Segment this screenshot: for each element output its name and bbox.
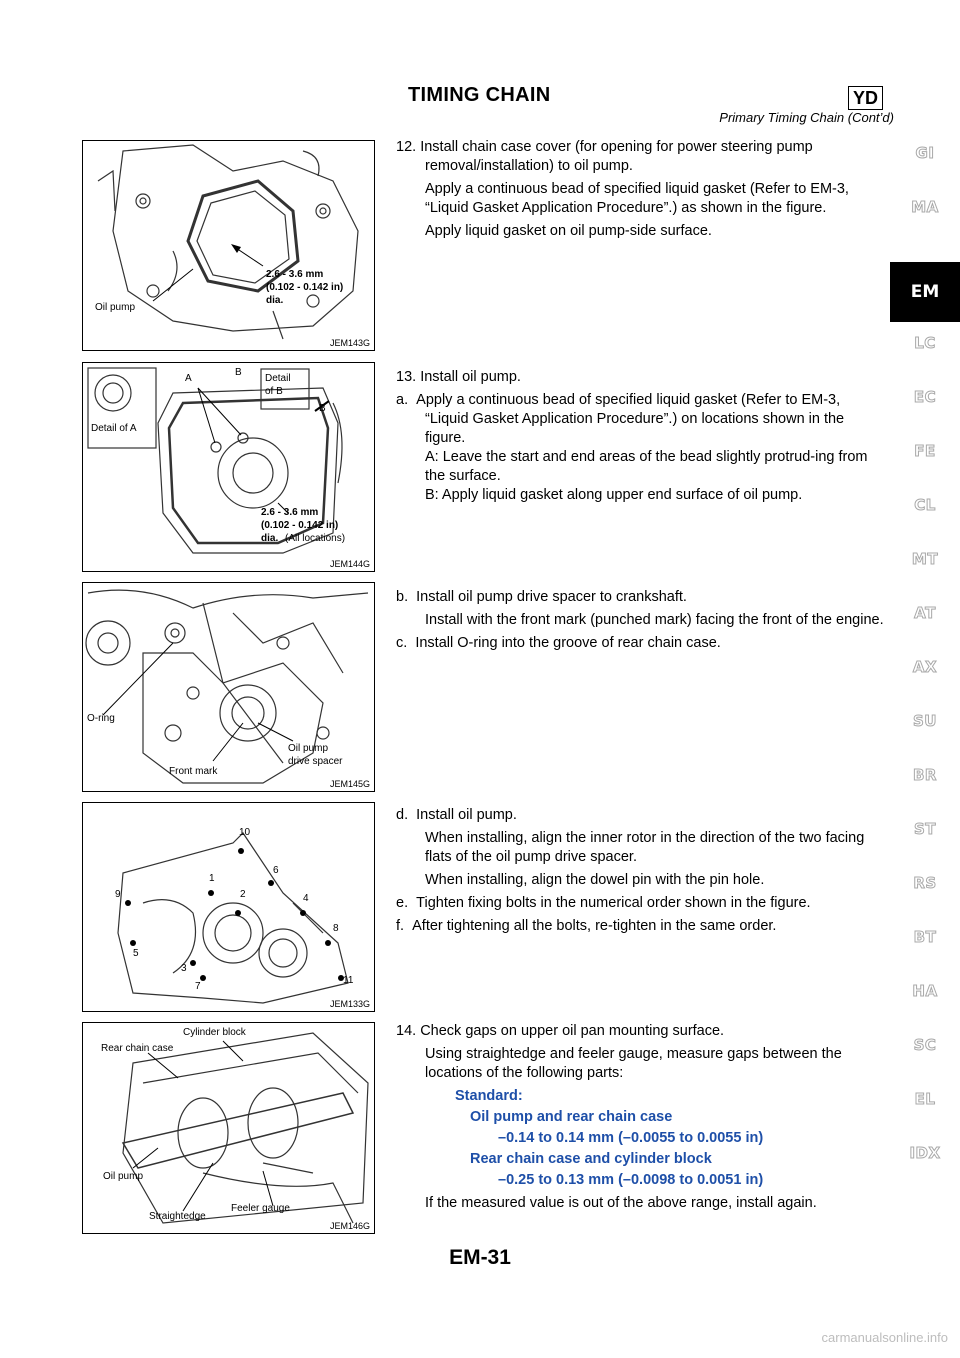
substep-letter: b. [396, 589, 409, 605]
step-note: Apply a continuous bead of specified liquid gasket (Refer to EM-3, “Liquid Gasket Application Procedure”.) as shown in the figure. [425, 181, 849, 216]
callout-straightedge: Straightedge [149, 1211, 206, 1222]
section-subtitle: Primary Timing Chain (Cont’d) [719, 110, 894, 125]
bolt-number-5: 5 [133, 948, 139, 959]
callout-detail-a: Detail of A [91, 423, 137, 434]
step-b-c [396, 588, 884, 657]
index-tab-fe[interactable]: FE [914, 442, 936, 460]
substep-note: When installing, align the dowel pin with the pin hole. [425, 872, 765, 888]
substep-letter: c. [396, 635, 408, 651]
callout-b: B [235, 367, 242, 378]
substep-text: Tighten fixing bolts in the numerical order shown in the figure. [416, 895, 811, 911]
index-tab-mt[interactable]: MT [911, 550, 939, 568]
substep-letter: d. [396, 807, 409, 823]
callout-dia: dia. [261, 533, 279, 544]
figure-jem143g [82, 140, 375, 351]
index-tab-el[interactable]: EL [914, 1090, 936, 1108]
figure-jem133g [82, 802, 375, 1012]
callout-dimension-in: (0.102 - 0.142 in) [261, 520, 339, 531]
substep-text: After tightening all the bolts, re-tighten in the same order. [412, 918, 777, 934]
figure-label: JEM145G [329, 779, 370, 789]
bolt-number-1: 1 [209, 873, 215, 884]
standard-item-name: Rear chain case and cylinder block [470, 1151, 712, 1167]
bolt-number-10: 10 [239, 827, 251, 838]
substep-letter: a. [396, 392, 409, 408]
callout-o-ring: O-ring [87, 713, 115, 724]
callout-detail-b: Detail [265, 373, 291, 384]
step-text: Check gaps on upper oil pan mounting surface. [420, 1023, 725, 1039]
figure-label: JEM146G [329, 1221, 370, 1231]
callout-detail-b-2: of B [265, 386, 283, 397]
substep-text: Apply a continuous bead of specified liquid gasket (Refer to EM-3, “Liquid Gasket Application Procedure”.) on locations shown in the figure. [416, 392, 845, 446]
substep-text: Install oil pump drive spacer to crankshaft. [416, 589, 687, 605]
index-tab-sc[interactable]: SC [913, 1036, 937, 1054]
substep-note: When installing, align the inner rotor in the direction of the two facing flats of the oil pump drive spacer. [425, 830, 865, 865]
callout-drive-spacer: drive spacer [288, 756, 343, 767]
bolt-number-7: 7 [195, 981, 201, 992]
step-number: 13. [396, 369, 417, 385]
step-number: 12. [396, 139, 417, 155]
bolt-order-drawing [83, 803, 375, 1012]
callout-feeler-gauge: Feeler gauge [231, 1203, 290, 1214]
index-tab-lc[interactable]: LC [914, 334, 936, 352]
index-tab-ax[interactable]: AX [912, 658, 938, 676]
callout-cylinder-block: Cylinder block [183, 1027, 246, 1038]
oil-pump-cover-drawing [83, 141, 375, 351]
callout-rear-chain-case: Rear chain case [101, 1043, 174, 1054]
substep-text: Install O-ring into the groove of rear chain case. [415, 635, 721, 651]
callout-b-2: B [319, 403, 326, 414]
step-12 [396, 138, 884, 245]
index-tab-cl[interactable]: CL [914, 496, 936, 514]
bolt-number-4: 4 [303, 893, 309, 904]
substep-letter: e. [396, 895, 409, 911]
step-note: Using straightedge and feeler gauge, measure gaps between the locations of the following parts: [425, 1046, 842, 1081]
callout-dia: dia. [266, 295, 284, 306]
callout-dimension: 2.6 - 3.6 mm [261, 507, 319, 518]
callout-oil-pump: Oil pump [95, 302, 136, 313]
callout-dimension-in: (0.102 - 0.142 in) [266, 282, 344, 293]
index-tab-rs[interactable]: RS [913, 874, 937, 892]
callout-a: A [185, 373, 192, 384]
page-number: EM-31 [449, 1246, 511, 1269]
bolt-number-6: 6 [273, 865, 279, 876]
substep-note-b: B: Apply liquid gasket along upper end surface of oil pump. [425, 487, 803, 503]
callout-oil-pump: Oil pump [103, 1171, 144, 1182]
callout-front-mark: Front mark [169, 766, 218, 777]
index-tab-br[interactable]: BR [913, 766, 937, 784]
bolt-number-3: 3 [181, 963, 187, 974]
step-note: Apply liquid gasket on oil pump-side surface. [425, 223, 712, 239]
standard-item-value: –0.14 to 0.14 mm (–0.0055 to 0.0055 in) [498, 1130, 764, 1146]
watermark: carmanualsonline.info [821, 1330, 948, 1345]
step-number: 14. [396, 1023, 417, 1039]
step-14 [396, 1022, 884, 1217]
bolt-number-9: 9 [115, 889, 121, 900]
index-tab-bt[interactable]: BT [913, 928, 937, 946]
substep-letter: f. [396, 918, 405, 934]
index-tab-su[interactable]: SU [913, 712, 937, 730]
index-tab-gi[interactable]: GI [915, 144, 935, 162]
bolt-number-8: 8 [333, 923, 339, 934]
index-tab-em-active[interactable]: EM [890, 262, 960, 322]
figure-jem145g [82, 582, 375, 792]
bolt-number-11: 11 [343, 975, 354, 986]
figure-label: JEM144G [329, 559, 370, 569]
step-text: Install chain case cover (for opening for power steering pump removal/installation) to oil pump. [420, 139, 813, 174]
substep-note: Install with the front mark (punched mark) facing the front of the engine. [425, 612, 884, 628]
callout-all-locations: (All locations) [285, 533, 346, 544]
callout-dimension: 2.6 - 3.6 mm [266, 269, 324, 280]
step-note: If the measured value is out of the above range, install again. [425, 1195, 817, 1211]
substep-note-a: A: Leave the start and end areas of the bead slightly protrud-ing from the surface. [425, 449, 868, 484]
index-tab-ec[interactable]: EC [913, 388, 937, 406]
standard-item-value: –0.25 to 0.13 mm (–0.0098 to 0.0051 in) [498, 1172, 764, 1188]
index-tab-st[interactable]: ST [913, 820, 937, 838]
section-title: TIMING CHAIN [408, 84, 551, 106]
standard-item-name: Oil pump and rear chain case [470, 1109, 673, 1125]
bolt-number-2: 2 [240, 889, 246, 900]
index-tab-ha[interactable]: HA [912, 982, 938, 1000]
index-tab-idx[interactable]: IDX [909, 1144, 941, 1162]
substep-text: Install oil pump. [416, 807, 517, 823]
figure-label: JEM133G [329, 999, 370, 1009]
index-tab-ma[interactable]: MA [911, 198, 939, 216]
step-text: Install oil pump. [420, 369, 521, 385]
model-badge: YD [848, 86, 883, 110]
standard-label: Standard: [455, 1088, 523, 1104]
step-d-e-f [396, 806, 884, 940]
figure-jem144g [82, 362, 375, 572]
figure-jem146g [82, 1022, 375, 1234]
figure-label: JEM143G [329, 338, 370, 348]
index-tab-at[interactable]: AT [914, 604, 936, 622]
callout-oil-pump: Oil pump [288, 743, 329, 754]
step-13 [396, 368, 884, 509]
